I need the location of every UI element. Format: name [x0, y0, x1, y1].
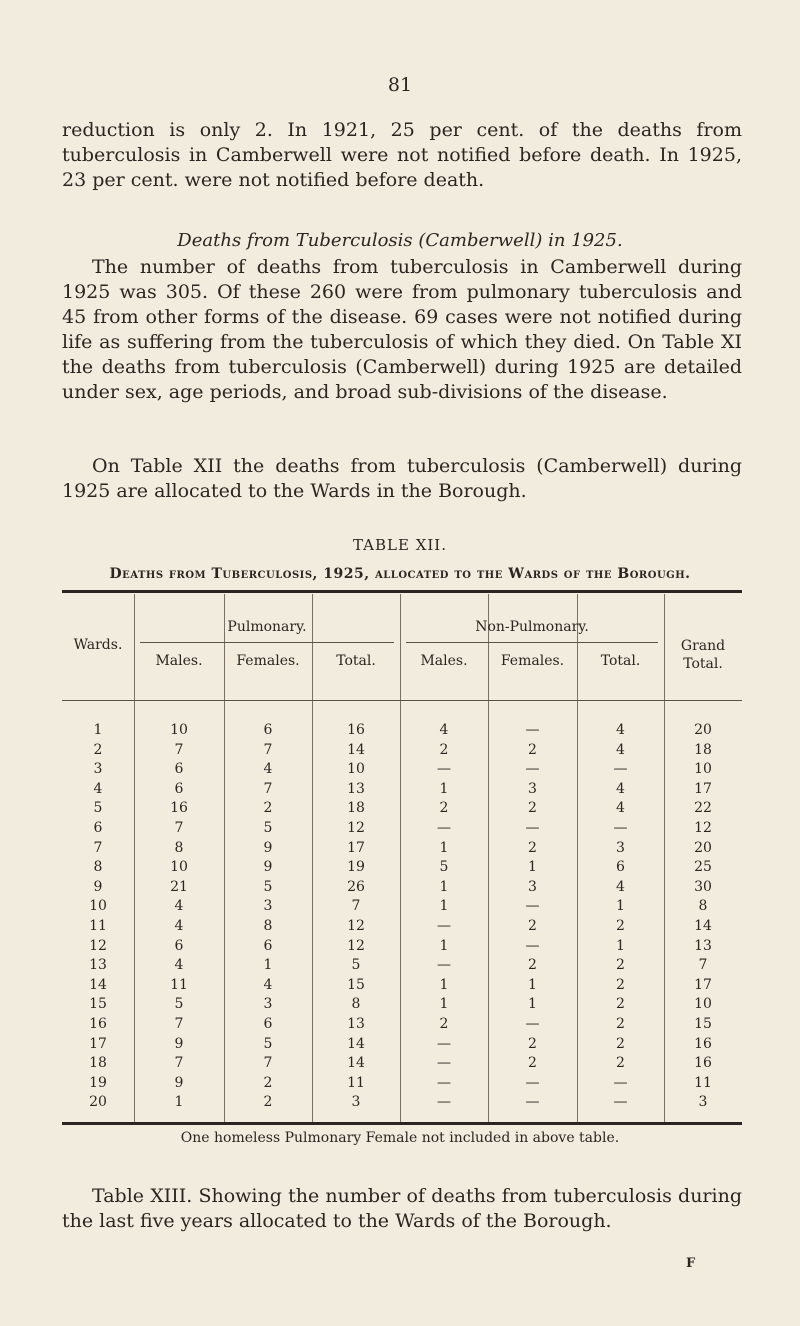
- cell-grand-total: 7: [698, 957, 708, 974]
- table-bottom-rule: [62, 1122, 742, 1125]
- header-non-pulmonary: Non-Pulmonary.: [475, 619, 589, 635]
- cell-grand-total: 16: [694, 1055, 712, 1072]
- cell-non-pulmonary-females: 1: [528, 976, 537, 993]
- cell-pulmonary-males: 16: [170, 800, 188, 817]
- cell-non-pulmonary-total: 2: [616, 957, 625, 974]
- header-grand-total-line2: Total.: [683, 656, 723, 672]
- cell-non-pulmonary-total: 1: [616, 898, 625, 915]
- cell-pulmonary-males: 6: [174, 761, 184, 778]
- cell-pulmonary-total: 12: [347, 918, 365, 934]
- table-row: [62, 975, 742, 996]
- cell-pulmonary-males: 4: [174, 957, 184, 974]
- cell-pulmonary-total: 17: [347, 839, 365, 856]
- cell-pulmonary-total: 13: [347, 1016, 365, 1032]
- cell-pulmonary-males: 7: [174, 1016, 184, 1032]
- cell-pulmonary-females: 1: [263, 957, 273, 974]
- page-number: 81: [387, 74, 413, 96]
- cell-pulmonary-total: 7: [351, 898, 361, 915]
- cell-grand-total: 10: [694, 996, 712, 1013]
- cell-pulmonary-total: 13: [347, 780, 365, 797]
- cell-ward: 9: [93, 878, 103, 895]
- cell-non-pulmonary-females: —: [525, 820, 540, 836]
- cell-ward: 2: [93, 741, 103, 758]
- cell-non-pulmonary-total: —: [613, 1074, 628, 1091]
- cell-pulmonary-females: 3: [263, 898, 273, 915]
- cell-pulmonary-females: 6: [263, 1016, 273, 1032]
- cell-grand-total: 10: [694, 761, 712, 778]
- table-caption: Deaths from Tuberculosis, 1925, allocated to the Wards of the Borough.: [109, 566, 691, 582]
- cell-non-pulmonary-females: 2: [528, 839, 537, 856]
- cell-pulmonary-total: 5: [351, 957, 361, 974]
- header-grand-total: [664, 637, 742, 673]
- cell-non-pulmonary-females: —: [525, 1074, 540, 1091]
- cell-grand-total: 20: [694, 839, 712, 856]
- cell-pulmonary-males: 6: [174, 937, 184, 954]
- cell-grand-total: 16: [694, 1035, 712, 1052]
- cell-grand-total: 22: [694, 800, 712, 817]
- cell-ward: 11: [89, 918, 107, 934]
- table-row: [62, 720, 742, 741]
- cell-non-pulmonary-males: 1: [439, 976, 449, 993]
- cell-grand-total: 12: [694, 820, 712, 836]
- cell-grand-total: 14: [694, 918, 712, 934]
- cell-non-pulmonary-males: —: [437, 918, 451, 934]
- cell-ward: 10: [89, 898, 107, 915]
- signature-mark: F: [686, 1256, 696, 1271]
- header-wards: Wards.: [73, 637, 123, 653]
- cell-non-pulmonary-males: —: [437, 957, 451, 974]
- cell-pulmonary-males: 10: [170, 859, 188, 876]
- cell-pulmonary-total: 3: [351, 1094, 361, 1111]
- cell-non-pulmonary-females: —: [525, 898, 540, 915]
- cell-grand-total: 17: [694, 780, 712, 797]
- cell-pulmonary-males: 4: [174, 898, 184, 915]
- table-row: [62, 936, 742, 957]
- table-row: [62, 838, 742, 859]
- paragraph-deaths-summary: The number of deaths from tuberculosis in Camberwell during 1925 was 305. Of these 260 were from pulmonary tuberculosis and 45 from other forms of the disease. 69 cases were not notified during life as suffering from the tuberculosis of which they died. On Table XI the deaths from tuberculosis (Camberwell) during 1925 are detailed under sex, age periods, and broad sub-divisions of the disease.: [62, 256, 742, 403]
- cell-non-pulmonary-total: 4: [616, 741, 625, 758]
- cell-pulmonary-males: 5: [174, 996, 184, 1013]
- cell-non-pulmonary-males: —: [437, 820, 451, 836]
- cell-pulmonary-females: 9: [263, 839, 273, 856]
- cell-pulmonary-females: 7: [263, 780, 273, 797]
- cell-pulmonary-total: 15: [347, 976, 365, 993]
- cell-pulmonary-total: 19: [347, 859, 365, 876]
- cell-non-pulmonary-total: 2: [616, 996, 625, 1013]
- cell-pulmonary-total: 8: [351, 996, 361, 1013]
- header-pulmonary-males: Males.: [155, 653, 203, 669]
- cell-ward: 15: [89, 996, 107, 1013]
- cell-pulmonary-total: 10: [347, 761, 365, 778]
- cell-grand-total: 17: [694, 976, 712, 993]
- cell-non-pulmonary-males: 2: [439, 800, 449, 817]
- table-row: [62, 994, 742, 1015]
- table-row: [62, 955, 742, 976]
- header-pulmonary-females: Females.: [236, 653, 300, 669]
- table-row: [62, 1092, 742, 1113]
- cell-ward: 18: [89, 1055, 107, 1072]
- cell-non-pulmonary-males: 1: [439, 780, 449, 797]
- table-note: One homeless Pulmonary Female not included in above table.: [180, 1130, 620, 1146]
- cell-pulmonary-total: 12: [347, 820, 365, 836]
- cell-non-pulmonary-total: 4: [616, 722, 625, 738]
- cell-pulmonary-females: 5: [263, 1035, 273, 1052]
- cell-non-pulmonary-total: —: [613, 1094, 628, 1111]
- cell-non-pulmonary-males: 5: [439, 859, 449, 876]
- cell-pulmonary-females: 6: [263, 937, 273, 954]
- cell-non-pulmonary-males: 2: [439, 741, 449, 758]
- cell-non-pulmonary-total: 2: [616, 1055, 625, 1072]
- cell-non-pulmonary-total: 6: [616, 859, 625, 876]
- cell-grand-total: 8: [698, 898, 708, 915]
- cell-non-pulmonary-total: 2: [616, 1016, 625, 1032]
- table-row: [62, 740, 742, 761]
- cell-pulmonary-males: 4: [174, 918, 184, 934]
- cell-ward: 3: [93, 761, 103, 778]
- cell-non-pulmonary-females: 2: [528, 1055, 537, 1072]
- cell-non-pulmonary-males: 1: [439, 878, 449, 895]
- table-title: TABLE XII.: [352, 536, 448, 554]
- cell-non-pulmonary-males: 1: [439, 898, 449, 915]
- cell-pulmonary-females: 2: [263, 1094, 273, 1111]
- header-grand-total-line1: Grand: [680, 638, 726, 654]
- cell-non-pulmonary-females: —: [525, 761, 540, 778]
- cell-non-pulmonary-total: 4: [616, 780, 625, 797]
- cell-non-pulmonary-males: —: [437, 1055, 451, 1072]
- cell-non-pulmonary-females: 2: [528, 957, 537, 974]
- cell-pulmonary-males: 6: [174, 780, 184, 797]
- cell-grand-total: 3: [698, 1094, 708, 1111]
- cell-grand-total: 11: [694, 1074, 712, 1091]
- cell-non-pulmonary-females: 3: [528, 780, 537, 797]
- cell-pulmonary-males: 9: [174, 1035, 184, 1052]
- cell-ward: 14: [89, 976, 107, 993]
- cell-non-pulmonary-females: 1: [528, 859, 537, 876]
- table-row: [62, 798, 742, 819]
- cell-pulmonary-males: 7: [174, 1055, 184, 1072]
- header-non-pulmonary-males: Males.: [420, 653, 468, 669]
- cell-ward: 5: [93, 800, 103, 817]
- cell-ward: 16: [89, 1016, 107, 1032]
- cell-non-pulmonary-females: —: [525, 1094, 540, 1111]
- cell-non-pulmonary-total: 2: [616, 976, 625, 993]
- cell-pulmonary-total: 14: [347, 1035, 365, 1052]
- cell-non-pulmonary-males: —: [437, 1094, 451, 1111]
- cell-ward: 1: [93, 722, 103, 738]
- cell-pulmonary-females: 3: [263, 996, 273, 1013]
- cell-non-pulmonary-total: —: [613, 820, 628, 836]
- cell-non-pulmonary-males: —: [437, 761, 451, 778]
- cell-grand-total: 18: [694, 741, 712, 758]
- cell-non-pulmonary-males: 1: [439, 937, 449, 954]
- cell-non-pulmonary-males: 1: [439, 839, 449, 856]
- cell-pulmonary-total: 14: [347, 741, 365, 758]
- table-row: [62, 1073, 742, 1094]
- cell-pulmonary-males: 9: [174, 1074, 184, 1091]
- cell-non-pulmonary-males: —: [437, 1074, 451, 1091]
- cell-grand-total: 25: [694, 859, 712, 876]
- cell-non-pulmonary-total: 4: [616, 800, 625, 817]
- cell-pulmonary-males: 10: [170, 722, 188, 738]
- cell-pulmonary-total: 11: [347, 1074, 365, 1091]
- table-row: [62, 779, 742, 800]
- header-non-pulmonary-females: Females.: [500, 653, 565, 669]
- cell-pulmonary-females: 8: [263, 918, 273, 934]
- cell-ward: 17: [89, 1035, 107, 1052]
- table-row: [62, 1053, 742, 1074]
- cell-pulmonary-females: 7: [263, 1055, 273, 1072]
- cell-ward: 6: [93, 820, 103, 836]
- header-non-pulmonary-total: Total.: [600, 653, 641, 669]
- cell-non-pulmonary-females: —: [525, 1016, 540, 1032]
- cell-non-pulmonary-males: 1: [439, 996, 449, 1013]
- cell-ward: 8: [93, 859, 103, 876]
- cell-non-pulmonary-total: 4: [616, 878, 625, 895]
- table-row: [62, 1014, 742, 1035]
- cell-pulmonary-total: 14: [347, 1055, 365, 1072]
- cell-pulmonary-females: 7: [263, 741, 273, 758]
- table-row: [62, 759, 742, 780]
- cell-pulmonary-total: 18: [347, 800, 365, 817]
- header-bottom-rule: [62, 700, 742, 701]
- cell-ward: 7: [93, 839, 103, 856]
- cell-non-pulmonary-total: 1: [616, 937, 625, 954]
- cell-pulmonary-males: 1: [174, 1094, 184, 1111]
- table-row: [62, 857, 742, 878]
- cell-pulmonary-females: 5: [263, 878, 273, 895]
- cell-non-pulmonary-females: 2: [528, 800, 537, 817]
- cell-pulmonary-males: 11: [170, 976, 188, 993]
- cell-non-pulmonary-males: 2: [439, 1016, 449, 1032]
- cell-non-pulmonary-males: 4: [439, 722, 449, 738]
- cell-ward: 4: [93, 780, 103, 797]
- cell-ward: 13: [89, 957, 107, 974]
- cell-pulmonary-females: 9: [263, 859, 273, 876]
- cell-pulmonary-males: 21: [170, 878, 188, 895]
- cell-pulmonary-total: 16: [347, 722, 365, 738]
- non-pulmonary-group-rule: [406, 642, 658, 643]
- pulmonary-group-rule: [140, 642, 394, 643]
- cell-grand-total: 15: [694, 1016, 712, 1032]
- table-row: [62, 877, 742, 898]
- paragraph-intro: reduction is only 2. In 1921, 25 per cent. of the deaths from tuberculosis in Camberwell were not notified before death. In 1925, 23 per cent. were not notified before death.: [62, 119, 742, 191]
- cell-non-pulmonary-females: 3: [528, 878, 537, 895]
- cell-pulmonary-females: 2: [263, 800, 273, 817]
- cell-pulmonary-total: 26: [347, 878, 365, 895]
- cell-non-pulmonary-females: 1: [528, 996, 537, 1013]
- table-row: [62, 916, 742, 937]
- cell-ward: 19: [89, 1074, 107, 1091]
- cell-grand-total: 30: [694, 878, 712, 895]
- header-pulmonary: Pulmonary.: [227, 619, 307, 635]
- table-row: [62, 896, 742, 917]
- cell-grand-total: 20: [694, 722, 712, 738]
- table-row: [62, 1034, 742, 1055]
- cell-pulmonary-females: 4: [263, 761, 273, 778]
- table-top-rule: [62, 590, 742, 593]
- paragraph-table-reference: On Table XII the deaths from tuberculosis (Camberwell) during 1925 are allocated to the Wards in the Borough.: [62, 455, 742, 502]
- header-pulmonary-total: Total.: [336, 653, 376, 669]
- cell-pulmonary-females: 5: [263, 820, 273, 836]
- cell-non-pulmonary-total: 2: [616, 1035, 625, 1052]
- section-heading: Deaths from Tuberculosis (Camberwell) in 1925.: [177, 230, 623, 251]
- cell-ward: 20: [89, 1094, 107, 1111]
- cell-pulmonary-females: 4: [263, 976, 273, 993]
- cell-non-pulmonary-females: —: [525, 937, 540, 954]
- cell-non-pulmonary-females: 2: [528, 918, 537, 934]
- cell-pulmonary-males: 7: [174, 820, 184, 836]
- cell-pulmonary-females: 6: [263, 722, 273, 738]
- cell-ward: 12: [89, 937, 107, 954]
- cell-pulmonary-total: 12: [347, 937, 365, 954]
- cell-pulmonary-males: 7: [174, 741, 184, 758]
- cell-non-pulmonary-females: 2: [528, 741, 537, 758]
- table-row: [62, 818, 742, 839]
- cell-non-pulmonary-females: 2: [528, 1035, 537, 1052]
- cell-non-pulmonary-total: 3: [616, 839, 625, 856]
- cell-non-pulmonary-total: 2: [616, 918, 625, 934]
- paragraph-table-xiii: Table XIII. Showing the number of deaths from tuberculosis during the last five years allocated to the Wards of the Borough.: [62, 1185, 742, 1232]
- cell-pulmonary-females: 2: [263, 1074, 273, 1091]
- cell-pulmonary-males: 8: [174, 839, 184, 856]
- cell-grand-total: 13: [694, 937, 712, 954]
- cell-non-pulmonary-females: —: [525, 722, 540, 738]
- cell-non-pulmonary-total: —: [613, 761, 628, 778]
- cell-non-pulmonary-males: —: [437, 1035, 451, 1052]
